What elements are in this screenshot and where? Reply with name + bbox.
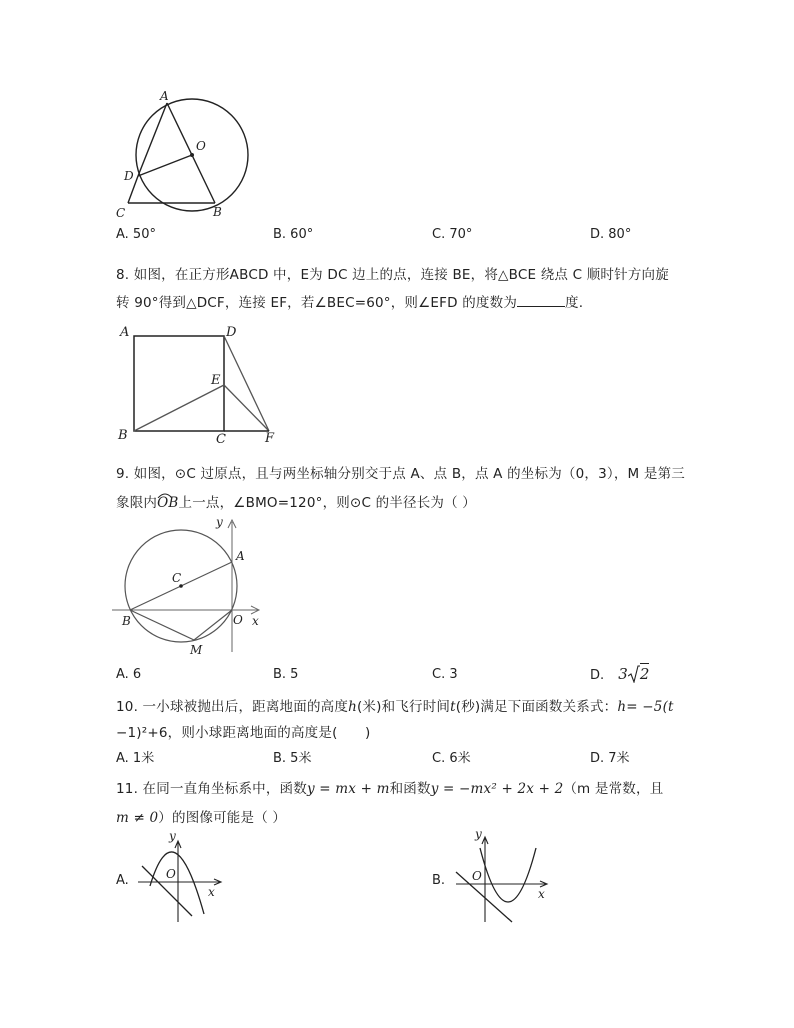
q10-text-line1a: 10. 一小球被抛出后，距离地面的高度 (116, 699, 349, 715)
q10-option-b: B. 5米 (273, 751, 312, 766)
q8-answer-blank (517, 292, 565, 307)
q9-figure (112, 512, 268, 658)
q11-text-line1 (116, 777, 663, 797)
q9-option-c: C. 3 (432, 667, 458, 682)
q9-arc-label: OB (157, 495, 179, 511)
q9-option-d (590, 665, 649, 683)
q10-text-line2: −1)²+6，则小球距离地面的高度是( ) (116, 725, 371, 741)
q11-b-label-y: y (475, 827, 482, 841)
q9-label-a: A (236, 549, 245, 563)
q8-line-ef (224, 385, 269, 431)
q7-center-dot (190, 153, 194, 157)
q9-option-b: B. 5 (273, 667, 299, 682)
q10-var-t: t (450, 699, 456, 715)
q11-func-linear: y = mx + m (306, 781, 390, 797)
q10-var-h: h (348, 699, 357, 715)
q7-line-ad (138, 103, 167, 176)
q8-label-d: D (226, 325, 237, 340)
q9-option-d-coef: 3 (618, 665, 628, 683)
q7-label-b: B (213, 205, 222, 219)
q9-line-mo (194, 610, 232, 640)
q11-text-line1c: （m 是常数，且 (563, 781, 664, 797)
q11-graph-b (450, 826, 550, 924)
q10-formula: h= −5(t (617, 699, 674, 715)
q8-figure (114, 322, 284, 448)
q9-option-d-prefix: D. (590, 668, 605, 683)
q8-label-f: F (265, 431, 275, 446)
q9-label-c: C (172, 571, 182, 585)
q7-option-a: A. 50° (116, 227, 156, 242)
q11-a-label-o: O (166, 867, 176, 881)
q8-text-line1: 8. 如图，在正方形ABCD 中，E为 DC 边上的点，连接 BE，将△BCE 绕点 C 顺时针方向旋 (116, 267, 669, 283)
q7-line-do (138, 155, 192, 176)
q10-option-c: C. 6米 (432, 751, 471, 766)
q11-condition: m ≠ 0 (116, 810, 159, 826)
q7-option-d: D. 80° (590, 227, 632, 242)
q9-text-line2a: 象限内 (116, 495, 158, 511)
q8-line-df (224, 336, 269, 431)
q7-option-b: B. 60° (273, 227, 314, 242)
q9-line-bm (130, 610, 194, 640)
q9-option-a: A. 6 (116, 667, 142, 682)
q7-label-o: O (196, 139, 206, 153)
q11-b-label-x: x (538, 887, 545, 901)
q10-text-line1b: (米)和飞行时间 (356, 699, 451, 715)
q11-text-line1a: 11. 在同一直角坐标系中，函数 (116, 781, 307, 797)
q9-text-line2b: 上一点，∠BMO=120°，则⊙C 的半径长为（ ） (178, 495, 476, 511)
q9-text-line2 (116, 491, 476, 511)
sqrt-icon (628, 665, 640, 683)
q8-label-e: E (211, 373, 221, 388)
q7-option-c: C. 70° (432, 227, 473, 242)
q11-graph-b-label: B. (432, 873, 446, 888)
q8-text-line2 (116, 291, 583, 311)
q9-label-o: O (233, 613, 243, 627)
q8-label-c: C (216, 432, 226, 447)
q7-line-ab (167, 103, 215, 203)
q9-arc-ob (157, 495, 178, 511)
q10-option-d: D. 7米 (590, 751, 630, 766)
q11-b-line (456, 872, 512, 922)
q7-label-c: C (116, 206, 126, 220)
q11-b-label-o: O (472, 869, 482, 883)
q11-a-label-y: y (169, 829, 176, 843)
q11-graph-a-label: A. (116, 873, 129, 888)
q11-text-line2b: ）的图像可能是（ ） (158, 810, 287, 826)
q10-text-line1c: (秒)满足下面函数关系式： (455, 699, 618, 715)
q11-func-quadratic: y = −mx² + 2x + 2 (430, 781, 564, 797)
q7-label-d: D (124, 169, 134, 183)
q10-text-line1 (116, 695, 674, 715)
q9-label-m: M (190, 643, 203, 657)
q11-text-line2 (116, 806, 286, 826)
q8-text-line2a: 转 90°得到△DCF，连接 EF，若∠BEC=60°，则∠EFD 的度数为 (116, 295, 518, 311)
q8-label-a: A (120, 325, 130, 340)
q7-figure (110, 90, 260, 222)
q11-b-parabola (480, 848, 536, 902)
q9-label-x: x (252, 614, 259, 628)
q11-text-line1b: 和函数 (389, 781, 431, 797)
q8-text-line2b: 度. (565, 295, 584, 311)
q9-option-d-radicand: 2 (639, 665, 650, 683)
q9-text-line1: 9. 如图，⊙C 过原点，且与两坐标轴分别交于点 A、点 B，点 A 的坐标为（0，3），M 是第三 (116, 466, 685, 482)
arc-symbol-icon (157, 492, 173, 498)
q9-label-b: B (122, 614, 131, 628)
q10-option-a: A. 1米 (116, 751, 155, 766)
q11-a-label-x: x (208, 885, 215, 899)
q7-label-a: A (160, 90, 169, 103)
q8-label-b: B (118, 428, 128, 443)
q9-label-y: y (216, 515, 223, 529)
q8-line-be (134, 385, 224, 431)
q11-graph-a (134, 828, 230, 924)
